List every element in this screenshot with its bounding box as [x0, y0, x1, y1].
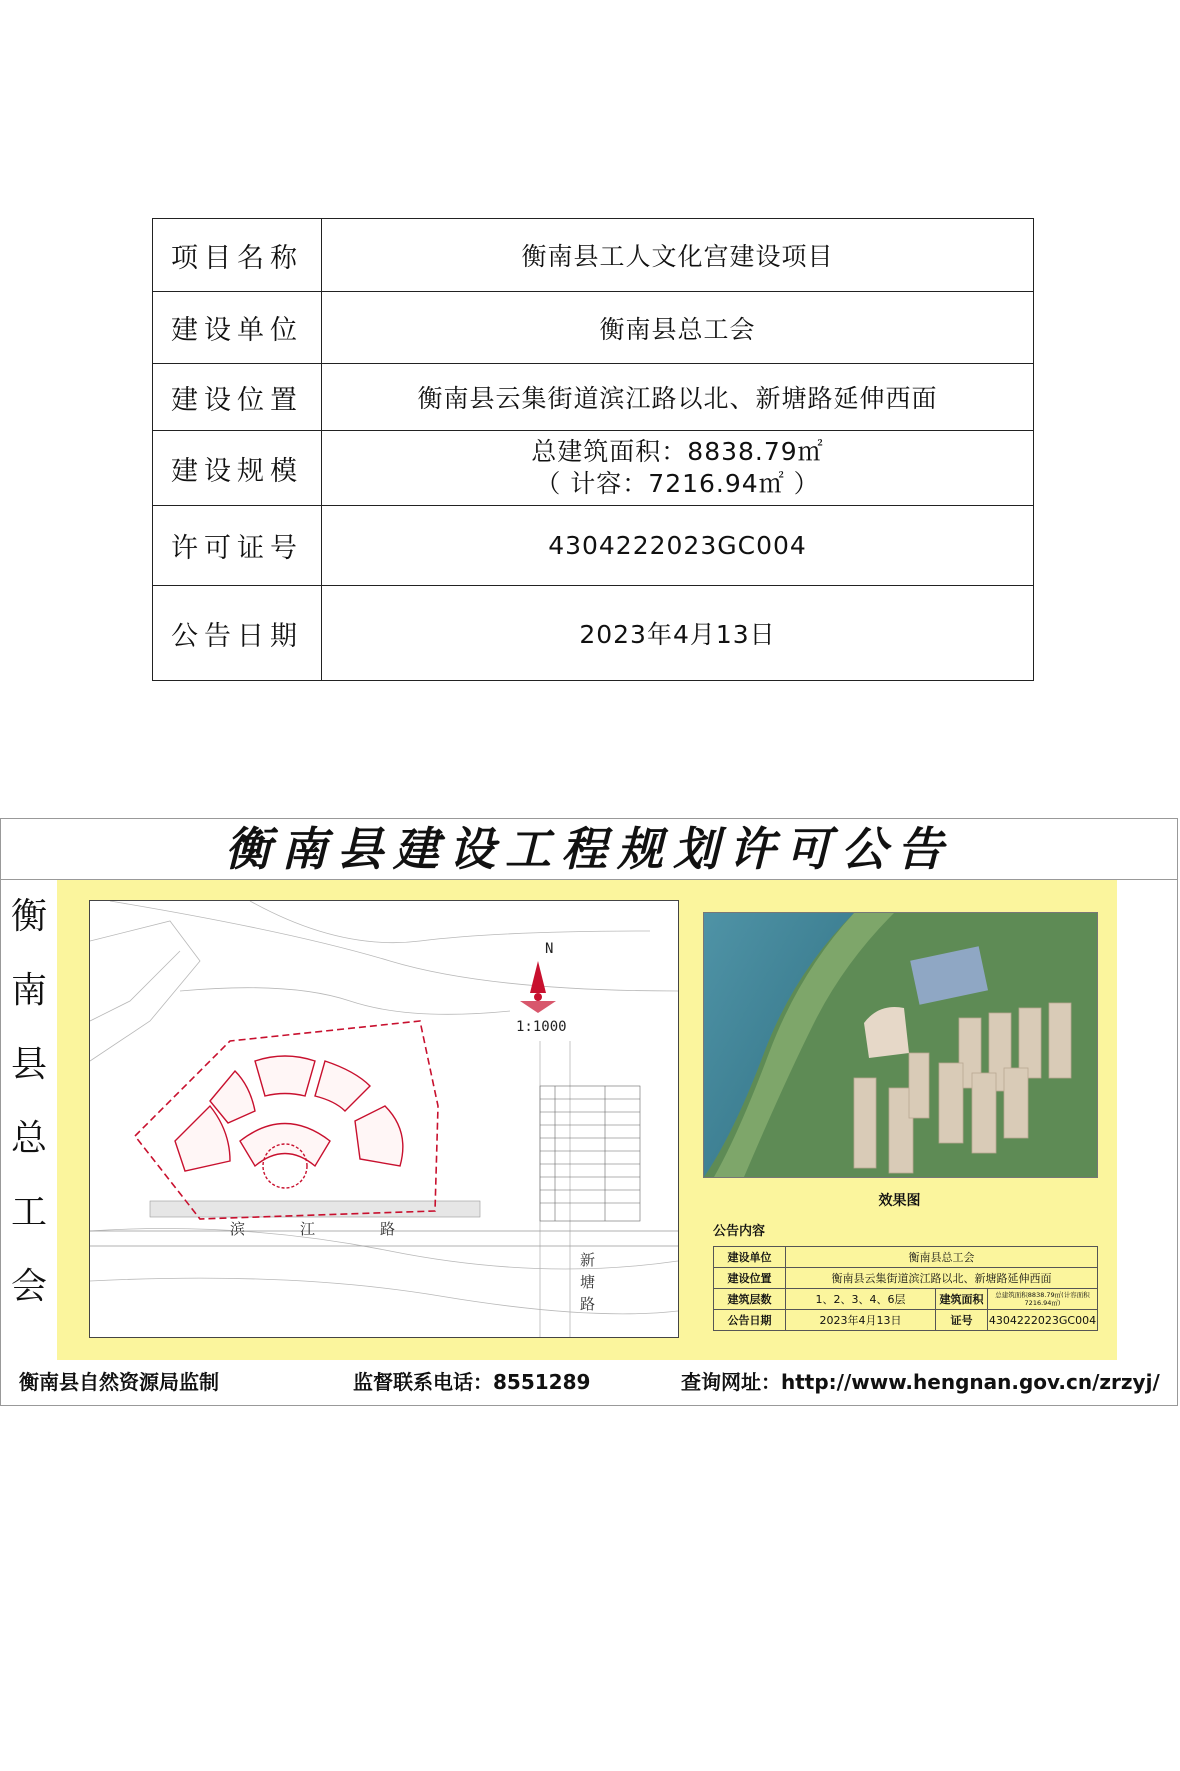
supervisor-text: 衡南县自然资源局监制 — [19, 1370, 219, 1394]
announcement-date-value: 2023年4月13日 — [322, 586, 1034, 681]
project-name-value: 衡南县工人文化宫建设项目 — [322, 219, 1034, 292]
building-footprints — [175, 1056, 403, 1188]
table-row — [153, 364, 1034, 431]
construction-unit-value: 衡南县总工会 — [322, 292, 1034, 364]
location-value: 衡南县云集街道滨江路以北、新塘路延伸西面 — [322, 364, 1034, 431]
rendering-caption: 效果图 — [878, 1193, 921, 1209]
table-row — [153, 506, 1034, 586]
side-char: 会 — [10, 1266, 47, 1307]
row-label: 项目名称 — [153, 219, 322, 292]
side-char: 县 — [10, 1044, 47, 1085]
website-link[interactable]: 查询网址：http://www.hengnan.gov.cn/zrzyj/ — [681, 1370, 1160, 1394]
road-name-char: 塘 — [580, 1273, 596, 1291]
scale-value — [322, 431, 1034, 506]
project-info-table — [152, 218, 1034, 681]
cell-value: 衡南县云集街道滨江路以北、新塘路延伸西面 — [786, 1268, 1098, 1289]
cell-label: 建设单位 — [714, 1247, 786, 1268]
table-row — [153, 431, 1034, 506]
row-label: 建设位置 — [153, 364, 322, 431]
table-row — [153, 292, 1034, 364]
cell-label: 公告日期 — [714, 1310, 786, 1331]
side-issuer-column — [1, 880, 58, 1360]
notice-title: 衡南县建设工程规划许可公告 — [1, 819, 1177, 880]
notice-footer — [1, 1360, 1177, 1405]
permit-number-value: 4304222023GC004 — [322, 506, 1034, 586]
table-row — [714, 1310, 1098, 1331]
planning-permit-notice-board — [0, 818, 1178, 1406]
cell-label: 建筑层数 — [714, 1289, 786, 1310]
table-row — [153, 219, 1034, 292]
cell-value: 2023年4月13日 — [786, 1310, 936, 1331]
road-name-char: 滨 — [230, 1220, 246, 1238]
notice-panel — [57, 880, 1117, 1360]
side-char: 工 — [10, 1192, 47, 1233]
table-row — [714, 1289, 1098, 1310]
rendering-image — [703, 912, 1098, 1178]
content-label: 公告内容 — [713, 1224, 766, 1239]
notice-content-table — [713, 1246, 1098, 1331]
road-name-char: 路 — [580, 1295, 596, 1313]
cell-value: 衡南县总工会 — [786, 1247, 1098, 1268]
phone-text: 监督联系电话：8551289 — [353, 1370, 591, 1394]
cell-label: 建筑面积 — [936, 1289, 988, 1310]
row-label: 公告日期 — [153, 586, 322, 681]
row-label: 建设规模 — [153, 431, 322, 506]
far-area-text: （ 计容：7216.94㎡ ） — [535, 469, 820, 498]
side-char: 总 — [10, 1118, 47, 1159]
road-name-char: 江 — [300, 1220, 316, 1238]
tech-index-table — [540, 1086, 640, 1221]
row-label: 建设单位 — [153, 292, 322, 364]
total-area-text: 总建筑面积：8838.79㎡ — [531, 437, 824, 466]
table-row — [714, 1268, 1098, 1289]
table-row — [153, 586, 1034, 681]
cell-label: 证号 — [936, 1310, 988, 1331]
site-plan-drawing — [89, 900, 679, 1338]
cell-value: 1、2、3、4、6层 — [786, 1289, 936, 1310]
scale-label: 1:1000 — [516, 1019, 567, 1035]
north-label: N — [545, 941, 554, 957]
table-row — [714, 1247, 1098, 1268]
road-name-char: 路 — [380, 1220, 396, 1238]
row-label: 许可证号 — [153, 506, 322, 586]
road-name-char: 新 — [580, 1251, 596, 1269]
cell-value: 总建筑面积8838.79㎡(计容面积7216.94㎡) — [988, 1289, 1098, 1310]
cell-value: 4304222023GC004 — [988, 1310, 1098, 1331]
side-char: 南 — [10, 970, 47, 1011]
side-char: 衡 — [10, 896, 47, 937]
cell-label: 建设位置 — [714, 1268, 786, 1289]
